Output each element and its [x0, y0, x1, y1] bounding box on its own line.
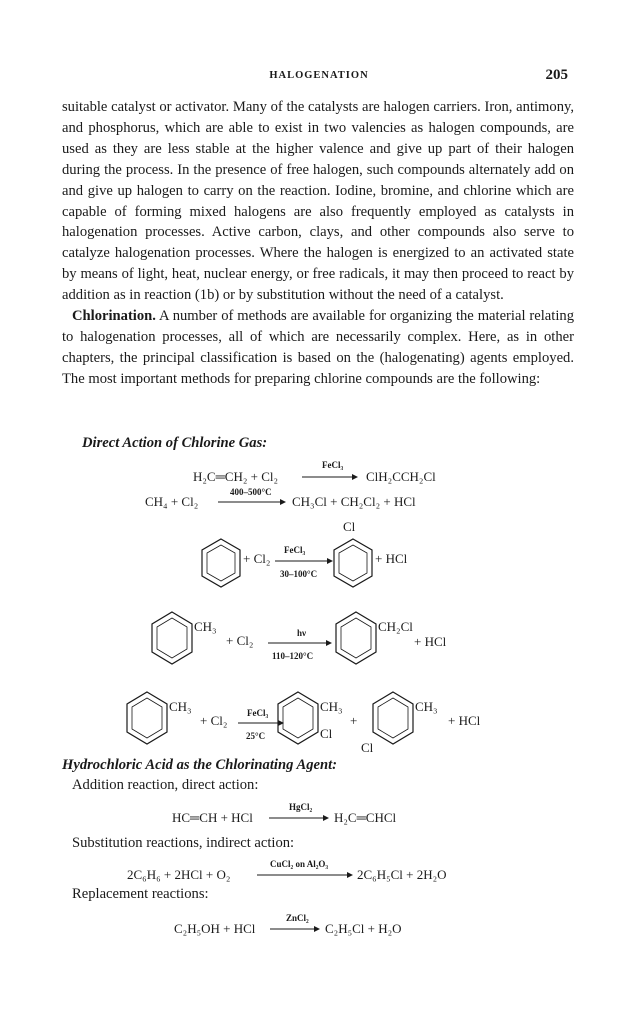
- condition-label: 30–100°C: [280, 569, 318, 579]
- run-in-heading: Chlorination.: [72, 308, 156, 325]
- condition-label: 25°C: [246, 731, 266, 741]
- running-head: [0, 67, 638, 86]
- substituent-label: Cl: [320, 726, 333, 741]
- reaction-arrow: [267, 812, 331, 824]
- reaction-reactants: 2C₆H₆ + 2HCl + O₂: [127, 867, 231, 882]
- reaction-reactants: C₂H₅OH + HCl: [174, 921, 256, 936]
- section-heading-hydrochloric-acid: Hydrochloric Acid as the Chlorinating Agent:: [62, 757, 338, 773]
- reagent-label: + Cl₂: [243, 551, 271, 566]
- reaction-arrow: [216, 496, 288, 508]
- subsection-label: Addition reaction, direct action:: [72, 777, 259, 793]
- catalyst-label: FeCl₃: [322, 460, 344, 470]
- catalyst-label: hν: [297, 628, 307, 638]
- p-chlorotoluene-ring-icon: [371, 690, 415, 746]
- subsection-label: Replacement reactions:: [72, 886, 209, 902]
- catalyst-label: FeCl₃: [284, 545, 306, 555]
- catalyst-label: HgCl₂: [289, 802, 313, 812]
- running-title: HALOGENATION: [269, 70, 369, 81]
- reagent-label: + Cl₂: [200, 713, 228, 728]
- benzene-ring-icon: [200, 537, 242, 589]
- toluene-ring-icon: [125, 690, 169, 746]
- substituent-label: CH₃: [194, 619, 217, 634]
- byproduct-label: + HCl: [414, 634, 447, 649]
- reaction-product: CH₃Cl + CH₂Cl₂ + HCl: [292, 494, 416, 509]
- substituent-label: CH₃: [415, 699, 438, 714]
- subsection-label: Substitution reactions, indirect action:: [72, 835, 295, 851]
- paragraph-chlorination: [62, 306, 574, 390]
- body-text: [62, 97, 574, 390]
- o-chlorotoluene-ring-icon: [276, 690, 320, 746]
- catalyst-label: FeCl₃: [247, 708, 269, 718]
- reaction-arrow: [255, 869, 355, 881]
- reaction-reactants: HC═CH + HCl: [172, 810, 253, 825]
- catalyst-label: ZnCl₂: [286, 913, 309, 923]
- substituent-label: CH₂Cl: [378, 619, 413, 634]
- substituent-label: Cl: [343, 519, 356, 534]
- reaction-reactants: H₂C═CH₂ + Cl₂: [193, 469, 279, 484]
- reaction-product: C₂H₅Cl + H₂O: [325, 921, 402, 936]
- byproduct-label: + HCl: [375, 551, 408, 566]
- plus-sign: +: [350, 713, 358, 728]
- condition-label: 400–500°C: [230, 487, 272, 497]
- paragraph: suitable catalyst or activator. Many of the catalysts are halogen carriers. Iron, antimony, and phosphorus, which are able to exist in two valencies as halogen compounds, are used as they are less stable at the higher valence and give up part of their halogen during the process. In the presence of free halogen, such compounds alternately add on and give up halogen to carry on the reaction. Iodine, bromine, and chlorine which are capable of forming mixed halogens are also frequently employed as catalysts in halogenation processes. Active carbon, clays, and other compounds also serve to catalyze halogenation processes. Where the halogen is energized to an activated state by means of light, heat, nuclear energy, or free radicals, it may then proceed to react by addition as in reaction (1b) or by substitution without the need of a catalyst.: [62, 99, 574, 304]
- paragraph-text: A number of methods are available for organizing the material relating to halogenation processes, all of which are necessarily complex. Here, as in other chapters, the principal classification is based on the (halogenating) agents employed. The most important methods for preparing chlorine compounds are the following:: [62, 308, 574, 387]
- reaction-product: ClH₂CCH₂Cl: [366, 469, 436, 484]
- reaction-arrow: [268, 923, 322, 935]
- reaction-product: H₂C═CHCl: [334, 810, 397, 825]
- page-number: 205: [545, 67, 568, 83]
- section-heading-direct-chlorine: Direct Action of Chlorine Gas:: [82, 435, 268, 451]
- reaction-arrow: [300, 471, 360, 483]
- reaction-arrow: [273, 555, 335, 567]
- benzyl-chloride-ring-icon: [334, 610, 378, 666]
- substituent-label: CH₃: [320, 699, 343, 714]
- substituent-label: CH₃: [169, 699, 192, 714]
- condition-label: 110–120°C: [272, 651, 314, 661]
- byproduct-label: + HCl: [448, 713, 481, 728]
- reaction-reactants: CH₄ + Cl₂: [145, 494, 199, 509]
- catalyst-label: CuCl₂ on Al₂O₃: [270, 859, 329, 869]
- substituent-label: Cl: [361, 740, 374, 755]
- chlorobenzene-ring-icon: [332, 537, 374, 589]
- toluene-ring-icon: [150, 610, 194, 666]
- reaction-product: 2C₆H₅Cl + 2H₂O: [357, 867, 447, 882]
- reaction-arrow: [266, 637, 334, 649]
- reagent-label: + Cl₂: [226, 633, 254, 648]
